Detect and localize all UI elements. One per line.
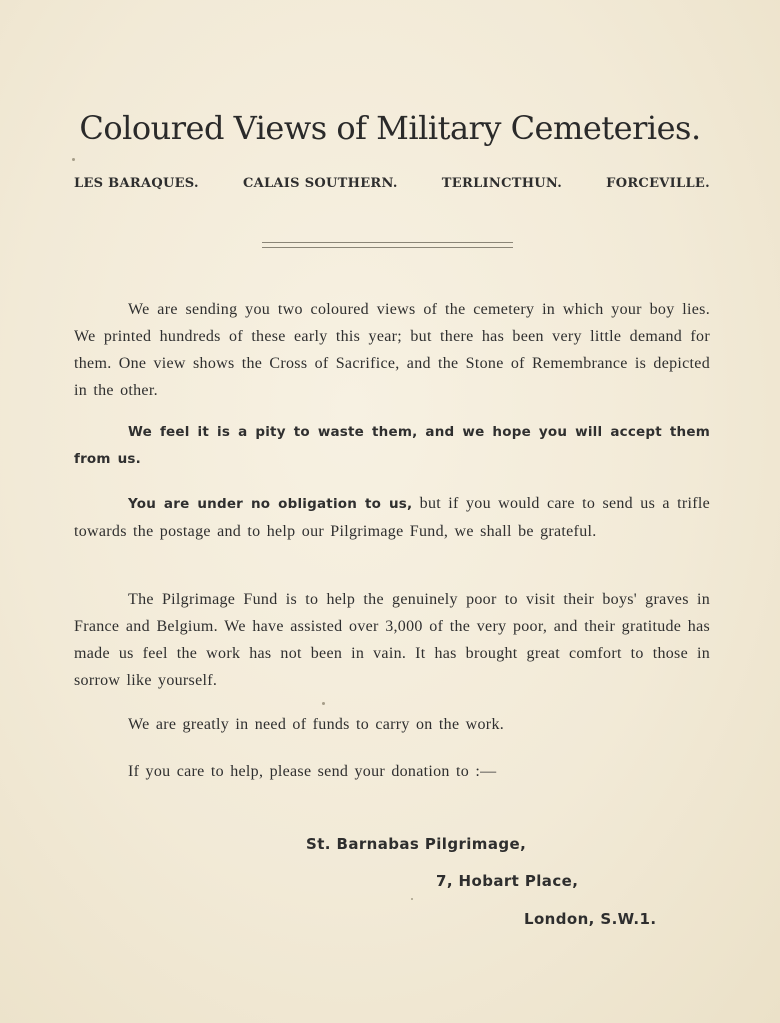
paragraph-send-donation xyxy=(74,758,710,785)
paper-speck xyxy=(322,702,325,705)
paragraph-text: but if you would care to send us a trifle towards the postage and to help our Pilgrimage Fund, we shall be grateful. xyxy=(74,495,710,540)
cemetery-les-baraques: LES BARAQUES. xyxy=(74,176,199,191)
cemetery-terlincthun: TERLINCTHUN. xyxy=(441,176,563,191)
paper-speck xyxy=(411,898,413,900)
address-line-city: London, S.W.1. xyxy=(524,910,657,928)
cemetery-forceville: FORCEVILLE. xyxy=(606,176,710,191)
page-title: Coloured Views of Military Cemeteries. xyxy=(79,109,701,147)
paragraph-text: We feel it is a pity to waste them, and we hope you will accept them from us. xyxy=(74,424,710,467)
cemetery-list xyxy=(74,176,710,191)
paragraph-pilgrimage-fund xyxy=(74,586,710,694)
paragraph-no-obligation xyxy=(74,490,710,545)
paragraph-text: If you care to help, please send your donation to :— xyxy=(128,763,497,780)
paragraph-bold-lead: You are under no obligation to us, xyxy=(128,496,413,512)
double-rule-divider xyxy=(262,242,513,248)
cemetery-calais-southern: CALAIS SOUTHERN. xyxy=(242,176,398,191)
paragraph-text: The Pilgrimage Fund is to help the genuinely poor to visit their boys' graves in France and Belgium. We have assisted over 3,000 of the very poor, and their gratitude has made us feel the work has not been in vain. It has brought great comfort to those in sorrow like yourself. xyxy=(74,591,710,689)
address-line-street: 7, Hobart Place, xyxy=(436,872,579,890)
paragraph-text: We are greatly in need of funds to carry on the work. xyxy=(128,716,505,733)
paragraph-coloured-views xyxy=(74,296,710,404)
address-line-organisation: St. Barnabas Pilgrimage, xyxy=(306,835,527,853)
paragraph-text: We are sending you two coloured views of the cemetery in which your boy lies. We printed hundreds of these early this year; but there has been very little demand for them. One view shows the Cross of Sacrifice, and the Stone of Remembrance is depicted in the other. xyxy=(74,301,710,399)
paragraph-need-funds xyxy=(74,711,710,738)
paragraph-pity-to-waste xyxy=(74,419,710,473)
paper-speck xyxy=(72,158,75,161)
